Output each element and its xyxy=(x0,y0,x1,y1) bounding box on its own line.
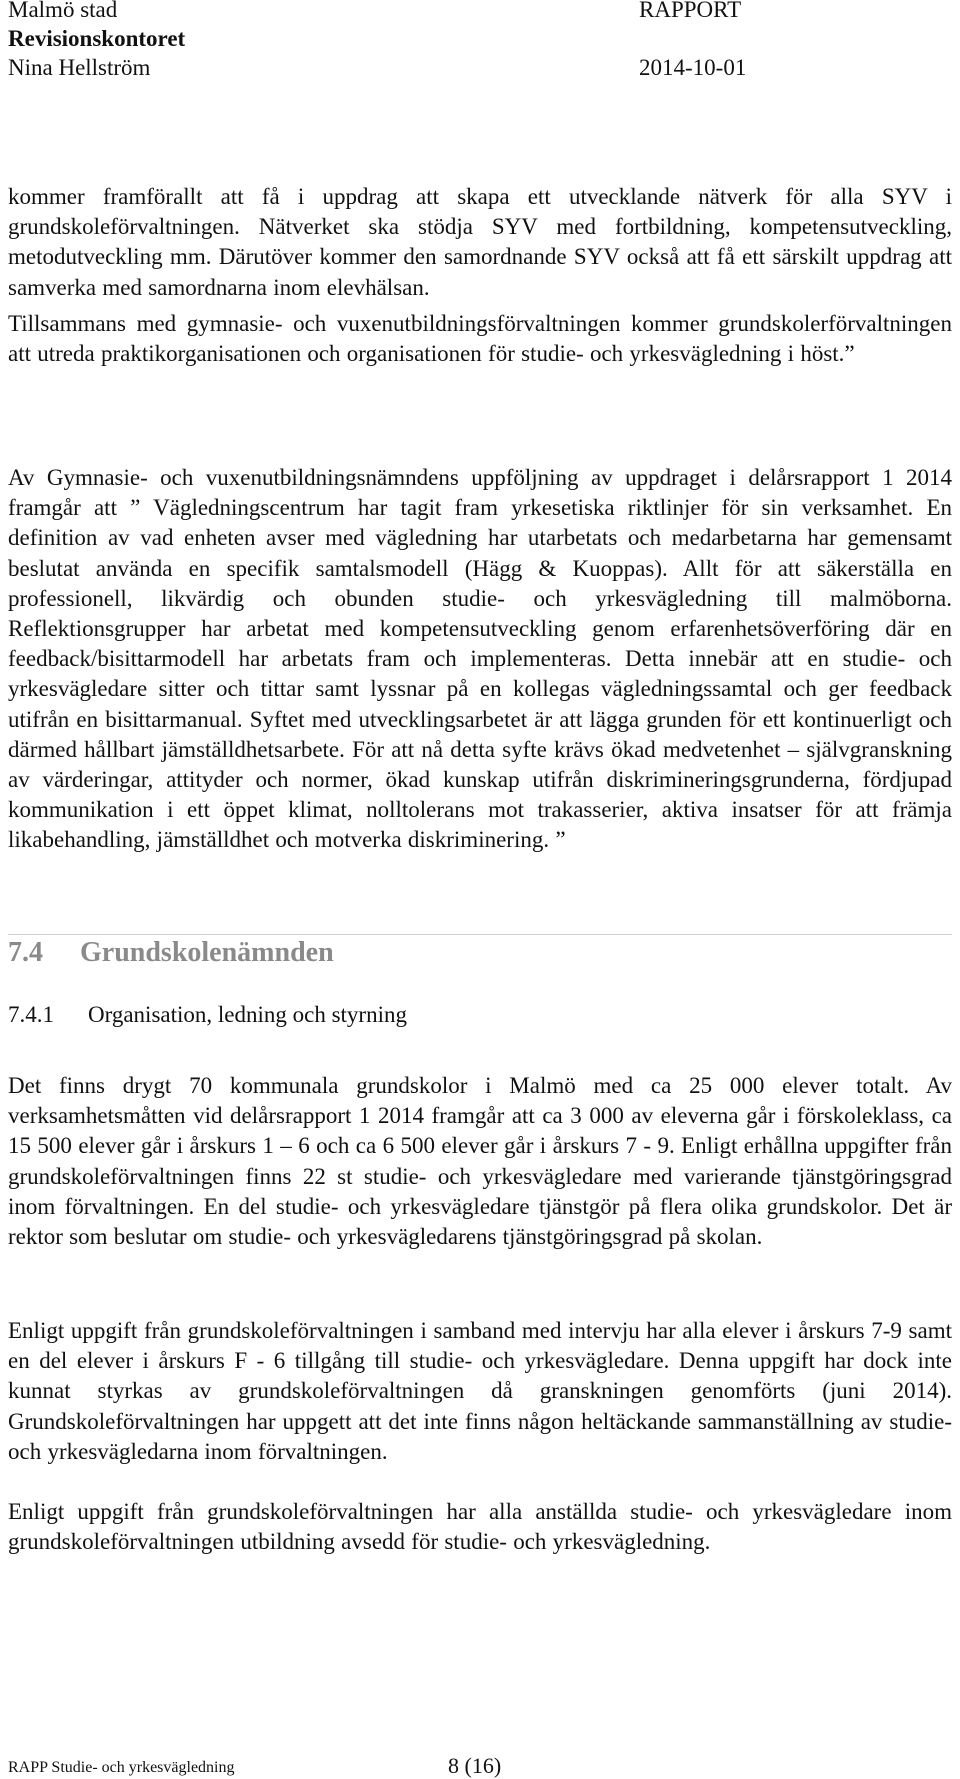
footer-report-name: RAPP Studie- och yrkesvägledning xyxy=(8,1759,235,1776)
header-org: Malmö stad xyxy=(8,0,118,22)
section-heading xyxy=(8,937,334,969)
section-number: 7.4 xyxy=(8,937,43,968)
paragraph-1: kommer framförallt att få i uppdrag att skapa ett utvecklande nätverk för alla SYV i grundskoleförvaltningen. Nätverket ska stödja SYV med fortbildning, kompetensutveckling, metodutveckling mm. Därutöver kommer den samordnande SYV också att få ett särskilt uppdrag att samverka med samordnarna inom elevhälsan. xyxy=(8,184,952,300)
page-footer xyxy=(8,1753,952,1779)
header-author: Nina Hellström xyxy=(8,55,151,80)
header-department: Revisionskontoret xyxy=(8,26,186,51)
section-divider xyxy=(8,934,952,935)
header-doc-type: RAPPORT xyxy=(639,0,742,22)
paragraph-4: Det finns drygt 70 kommunala grundskolor i Malmö med ca 25 000 elever totalt. Av verksamhetsmåtten vid delårsrapport 1 2014 framgår att ca 3 000 av eleverna går i förskoleklass, ca 15 500 elever går i årskurs 1 – 6 och ca 6 500 elever går i årskurs 7 - 9. Enligt erhållna uppgifter från grundskoleförvaltningen finns 22 st studie- och yrkesvägledare med varierande tjänstgöringsgrad inom förvaltningen. En del studie- och yrkesvägledare tjänstgör på flera olika grundskolor. Det är rektor som beslutar om studie- och yrkesvägledarens tjänstgöringsgrad på skolan. xyxy=(8,1073,952,1250)
page-header xyxy=(8,0,768,90)
header-date: 2014-10-01 xyxy=(639,55,747,80)
section-title: Grundskolenämnden xyxy=(80,937,334,968)
paragraph-2: Tillsammans med gymnasie- och vuxenutbildningsförvaltningen kommer grundskolerförvaltningen att utreda praktikorganisationen och organisationen för studie- och yrkesvägledning i höst.” xyxy=(8,311,952,367)
paragraph-6: Enligt uppgift från grundskoleförvaltningen har alla anställda studie- och yrkesvägledare inom grundskoleförvaltningen utbildning avsedd för studie- och yrkesvägledning. xyxy=(8,1499,952,1555)
subsection-heading xyxy=(8,1002,407,1028)
paragraph-5: Enligt uppgift från grundskoleförvaltningen i samband med intervju har alla elever i årskurs 7-9 samt en del elever i årskurs F - 6 tillgång till studie- och yrkesvägledare. Denna uppgift har dock inte kunnat styrkas av grundskoleförvaltningen då granskningen genomförts (juni 2014). Grundskoleförvaltningen har uppgett att det inte finns någon heltäckande sammanställning av studie- och yrkesvägledarna inom förvaltningen. xyxy=(8,1318,952,1464)
footer-page-number: 8 (16) xyxy=(448,1753,502,1778)
subsection-title: Organisation, ledning och styrning xyxy=(88,1002,407,1027)
paragraph-3: Av Gymnasie- och vuxenutbildningsnämndens uppföljning av uppdraget i delårsrapport 1 2014 framgår att ” Vägledningscentrum har tagit fram yrkesetiska riktlinjer för sin verksamhet. En definition av vad enheten avser med vägledning har utarbetats och medarbetarna har gemensamt beslutat använda en specifik samtalsmodell (Hägg & Kuoppas). Allt för att säkerställa en professionell, likvärdig och obunden studie- och yrkesvägledning till malmöborna. Reflektionsgrupper har arbetat med kompetensutveckling genom erfarenhetsöverföring där en feedback/bisittarmodell har arbetats fram och implementeras. Detta innebär att en studie- och yrkesvägledare sitter och tittar samt lyssnar på en kollegas vägledningssamtal och ger feedback utifrån en bisittarmanual. Syftet med utvecklingsarbetet är att lägga grunden för ett kontinuerligt och därmed hållbart jämställdhetsarbete. För att nå detta syfte krävs ökad medvetenhet – självgranskning av värderingar, attityder och normer, ökad kunskap utifrån diskrimineringsgrunderna, fördjupad kommunikation i ett öppet klimat, nolltolerans mot trakasserier, aktiva insatser för att främja likabehandling, jämställdhet och motverka diskriminering. ” xyxy=(8,465,952,853)
subsection-number: 7.4.1 xyxy=(8,1002,54,1027)
